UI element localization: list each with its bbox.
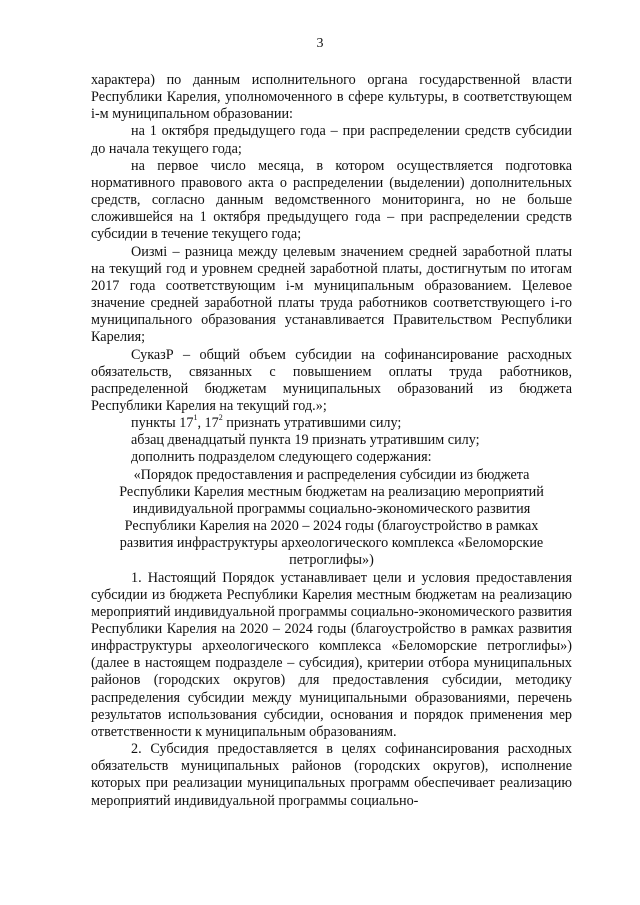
paragraph: Оизмi – разница между целевым значением средней заработной платы на текущий год и уровнем средней заработной платы, достигнутым по итогам 2017 года соответствующим i-м муниципальным образованием. Целевое значение средней заработной платы труда работников соответствующего i-го муниципального образования устанавливается Правительством Республики Карелия; xyxy=(91,243,572,346)
section-heading-line: развития инфраструктуры археологического комплекса «Беломорские xyxy=(119,535,544,552)
paragraph-points-17 xyxy=(91,415,572,432)
paragraph: СуказР – общий объем субсидии на софинансирование расходных обязательств, связанных с повышением оплаты труда работников, распределенной бюджетам муниципальных образований из бюджета Республики Карелия на текущий год.»; xyxy=(91,346,572,414)
text-run: пункты 17 xyxy=(131,415,194,432)
section-heading-line: индивидуальной программы социально-экономического развития xyxy=(132,500,531,517)
text-run: , 17 xyxy=(197,415,219,432)
section-heading-line: Республики Карелия местным бюджетам на реализацию мероприятий xyxy=(119,483,544,500)
paragraph: 1. Настоящий Порядок устанавливает цели и условия предоставления субсидии из бюджета Республики Карелия местным бюджетам на реализацию мероприятий индивидуальной программы социально-экономического развития Республики Карелия на 2020 – 2024 годы (благоустройство в рамках развития инфраструктуры археологического комплекса «Беломорские петроглифы») (далее в настоящем подразделе – субсидия), критерии отбора муниципальных районов (городских округов) для предоставления субсидии, методику распределения субсидии между муниципальными образованиями, перечень результатов использования субсидии, основания и порядок применения мер ответственности к муниципальным образованиям. xyxy=(91,569,572,740)
paragraph: характера) по данным исполнительного органа государственной власти Республики Карелия, уполномоченного в сфере культуры, в соответствующем i-м муниципальном образовании: xyxy=(91,72,572,123)
section-heading-line: Республики Карелия на 2020 – 2024 годы (благоустройство в рамках xyxy=(124,518,539,535)
page-number: 3 xyxy=(316,36,324,51)
paragraph: на первое число месяца, в котором осуществляется подготовка нормативного правового акта о распределении (выделении) дополнительных средств, согласно данным ведомственного мониторинга, но не больше сложившейся на 1 октября предыдущего года – при распределении средств субсидии в течение текущего года; xyxy=(91,157,572,243)
text-run: признать утратившими силу; xyxy=(222,415,402,432)
paragraph: на 1 октября предыдущего года – при распределении средств субсидии до начала текущего года; xyxy=(91,123,572,157)
section-heading-line: «Порядок предоставления и распределения субсидии из бюджета xyxy=(133,466,530,483)
paragraph: 2. Субсидия предоставляется в целях софинансирования расходных обязательств муниципальных районов (городских округов), исполнение которых при реализации муниципальных программ обеспечивает реализацию мероприятий индивидуальной программы социально- xyxy=(91,741,572,809)
paragraph: дополнить подразделом следующего содержания: xyxy=(131,449,432,466)
superscript: 1 xyxy=(193,413,198,423)
paragraph: абзац двенадцатый пункта 19 признать утратившим силу; xyxy=(131,432,480,449)
document-body xyxy=(91,72,572,810)
section-heading-line: петроглифы») xyxy=(289,552,374,569)
superscript: 2 xyxy=(218,413,223,423)
